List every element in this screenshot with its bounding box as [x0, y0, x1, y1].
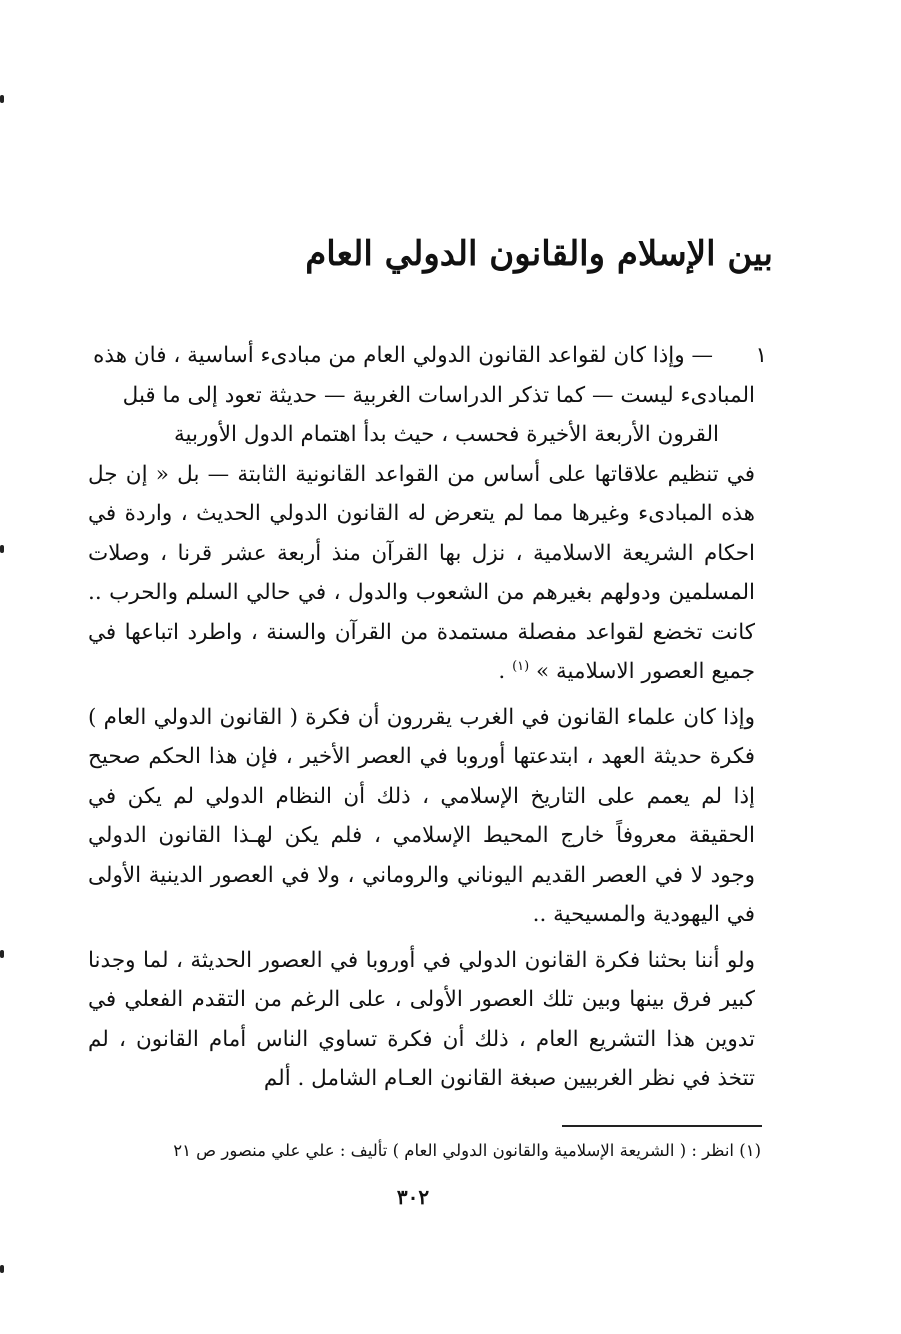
- paragraph-1: [88, 336, 767, 692]
- body-text: [88, 336, 767, 1105]
- paragraph-1-line-2: المبادىء ليست — كما تذكر الدراسات الغربية — حديثة تعود إلى ما قبل: [122, 382, 755, 408]
- scan-mark: [0, 950, 4, 958]
- scan-mark: [0, 545, 4, 553]
- footnote-reference: (١): [512, 658, 530, 674]
- paragraph-1-rest: في تنظيم علاقاتها على أساس من القواعد القانونية الثابتة — بل « إن جل هذه المبادىء وغيرها مما لم يتعرض له القانون الدولي الحديث ، واردة في احكام الشريعة الاسلامية ، نزل بها القرآن منذ أربعة عشر قرنا ، وصلات المسلمين ودولهم بغيرهم من الشعوب والدول ، في حالي السلم والحرب .. كانت تخضع لقواعد مفصلة مستمدة من القرآن والسنة ، واطرد اتباعها في جميع العصور الاسلامية »: [88, 461, 755, 684]
- paragraph-1-end: .: [498, 659, 506, 684]
- paragraph-number: ١: [755, 343, 767, 368]
- chapter-title: بين الإسلام والقانون الدولي العام: [305, 234, 773, 274]
- scan-mark: [0, 1265, 4, 1273]
- scan-mark: [0, 95, 4, 103]
- paragraph-2: وإذا كان علماء القانون في الغرب يقررون أن فكرة ( القانون الدولي العام ) فكرة حديثة العهد ، ابتدعتها أوروبا في العصر الأخير ، فإن هذا الحكم صحيح إذا لم يعمم على التاريخ الإسلامي ، ذلك أن النظام الدولي لم يكن في الحقيقة معروفاً خارج المحيط الإسلامي ، فلم يكن لهـذا القانون الدولي وجود لا في العصر القديم اليوناني والروماني ، ولا في العصور الدينية الأولى في اليهودية والمسيحية ..: [88, 704, 755, 927]
- paragraph-1-line-1: — وإذا كان لقواعد القانون الدولي العام من مبادىء أساسية ، فان هذه: [93, 343, 713, 368]
- footnote-divider: [562, 1125, 762, 1127]
- footnote: (١) انظر : ( الشريعة الإسلامية والقانون الدولي العام ) تأليف : علي علي منصور ص ٢١: [173, 1141, 761, 1160]
- paragraph-1-line-3: القرون الأربعة الأخيرة فحسب ، حيث بدأ اهتمام الدول الأوربية: [173, 422, 719, 447]
- paragraph-3: ولو أننا بحثنا فكرة القانون الدولي في أوروبا في العصور الحديثة ، لما وجدنا كبير فرق بينها وبين تلك العصور الأولى ، على الرغم من التقدم الفعلي في تدوين هذا التشريع العام ، ذلك أن فكرة تساوي الناس أمام القانون ، لم تتخذ في نظر الغربيين صبغة القانون العـام الشامل . ألم: [88, 947, 755, 1091]
- page-number: ٣٠٢: [396, 1185, 430, 1209]
